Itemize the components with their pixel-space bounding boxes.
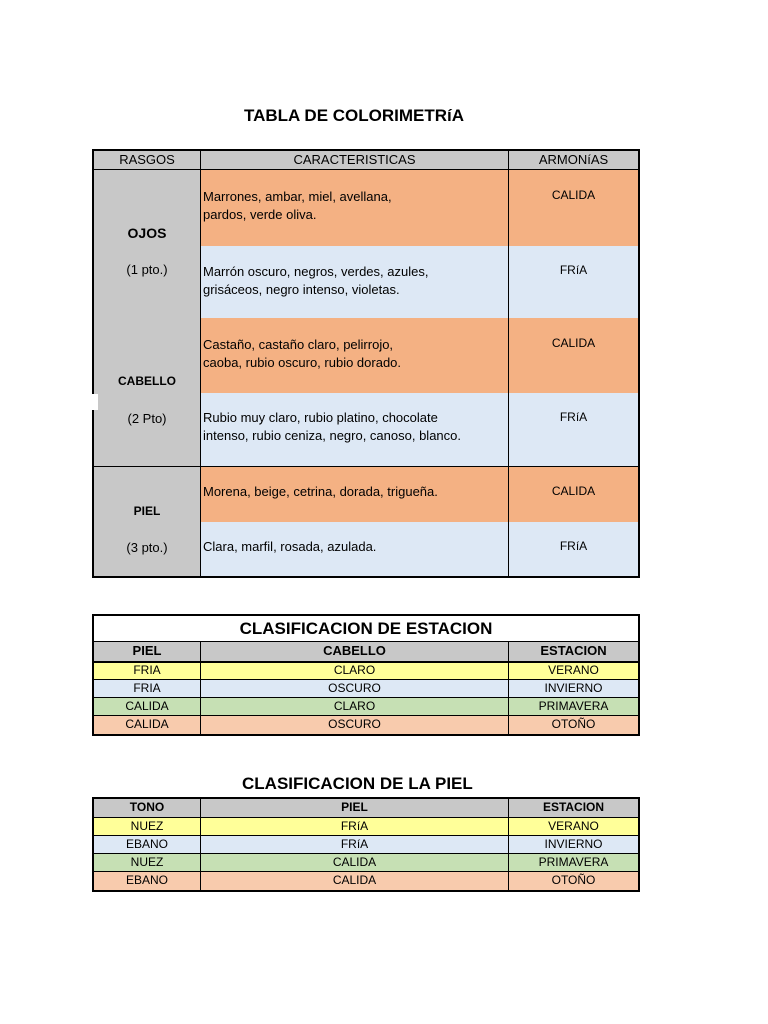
characteristics-line: Marrones, ambar, miel, avellana, — [203, 189, 392, 204]
header-caracteristicas: CARACTERISTICAS — [200, 149, 509, 171]
table-cell: CLARO — [200, 661, 509, 680]
header-tono: TONO — [92, 797, 201, 818]
table-cell: FRíA — [200, 835, 509, 854]
table-cell: CALIDA — [92, 715, 201, 736]
characteristics-line: caoba, rubio oscuro, rubio dorado. — [203, 355, 402, 370]
header-rasgos: RASGOS — [92, 149, 201, 171]
table-cell: NUEZ — [92, 817, 201, 836]
header-estacion: ESTACION — [508, 641, 640, 662]
table-cell: FRIA — [92, 679, 201, 698]
harmony-cell — [508, 318, 640, 394]
trait-piel — [92, 466, 201, 578]
characteristics-cell — [200, 170, 509, 247]
table-cell: OSCURO — [200, 715, 509, 736]
table-title-cell — [92, 614, 640, 642]
table-cell: VERANO — [508, 661, 640, 680]
table-cell: PRIMAVERA — [508, 697, 640, 716]
characteristics-cell — [200, 246, 509, 320]
characteristics-line: grisáceos, negro intenso, violetas. — [203, 282, 400, 297]
characteristics-line: Clara, marfil, rosada, azulada. — [203, 539, 377, 554]
harmony-value: CALIDA — [551, 336, 596, 350]
harmony-cell — [508, 522, 640, 578]
table-cell: EBANO — [92, 835, 201, 854]
trait-cabello — [92, 318, 201, 468]
harmony-value: FRíA — [559, 539, 588, 553]
header-estacion: ESTACION — [508, 797, 640, 818]
table-cell: CALIDA — [200, 853, 509, 872]
trait-name: OJOS — [127, 225, 167, 241]
characteristics-line: Morena, beige, cetrina, dorada, trigueña. — [203, 484, 438, 499]
harmony-value: CALIDA — [551, 188, 596, 202]
harmony-value: FRíA — [559, 263, 588, 277]
header-cabello: CABELLO — [200, 641, 509, 662]
characteristics-cell — [200, 522, 509, 578]
harmony-value: CALIDA — [551, 484, 596, 498]
section-title: CLASIFICACION DE ESTACION — [239, 619, 493, 638]
header-piel: PIEL — [92, 641, 201, 662]
table-cell: FRíA — [200, 817, 509, 836]
table-cell: PRIMAVERA — [508, 853, 640, 872]
characteristics-cell — [200, 393, 509, 468]
characteristics-line: Rubio muy claro, rubio platino, chocolate — [203, 410, 438, 425]
characteristics-cell — [200, 318, 509, 394]
table-cell: OSCURO — [200, 679, 509, 698]
trait-points: (1 pto.) — [126, 262, 168, 277]
trait-points: (3 pto.) — [126, 540, 168, 555]
trait-name: PIEL — [133, 504, 161, 518]
header-piel: PIEL — [200, 797, 509, 818]
table-cell: CALIDA — [92, 697, 201, 716]
table-cell: INVIERNO — [508, 679, 640, 698]
harmony-value: FRíA — [559, 410, 588, 424]
table-cell: OTOÑO — [508, 715, 640, 736]
header-armonias: ARMONíAS — [508, 149, 640, 171]
cell-gap — [92, 394, 98, 410]
table-cell: INVIERNO — [508, 835, 640, 854]
page-title: TABLA DE COLORIMETRíA — [244, 106, 465, 125]
table-cell: EBANO — [92, 871, 201, 892]
table-cell: CALIDA — [200, 871, 509, 892]
trait-name: CABELLO — [118, 374, 176, 388]
harmony-cell — [508, 466, 640, 523]
characteristics-line: Castaño, castaño claro, pelirrojo, — [203, 337, 394, 352]
table-cell: FRIA — [92, 661, 201, 680]
characteristics-line: pardos, verde oliva. — [203, 207, 317, 222]
harmony-cell — [508, 246, 640, 320]
table-cell: NUEZ — [92, 853, 201, 872]
characteristics-cell — [200, 466, 509, 523]
table-cell: VERANO — [508, 817, 640, 836]
trait-points: (2 Pto) — [127, 411, 167, 426]
table-cell: OTOÑO — [508, 871, 640, 892]
characteristics-line: intenso, rubio ceniza, negro, canoso, blanco. — [203, 428, 462, 443]
trait-ojos — [92, 170, 201, 320]
characteristics-line: Marrón oscuro, negros, verdes, azules, — [203, 264, 429, 279]
table-cell: CLARO — [200, 697, 509, 716]
harmony-cell — [508, 170, 640, 247]
harmony-cell — [508, 393, 640, 468]
section-title: CLASIFICACION DE LA PIEL — [242, 774, 473, 793]
